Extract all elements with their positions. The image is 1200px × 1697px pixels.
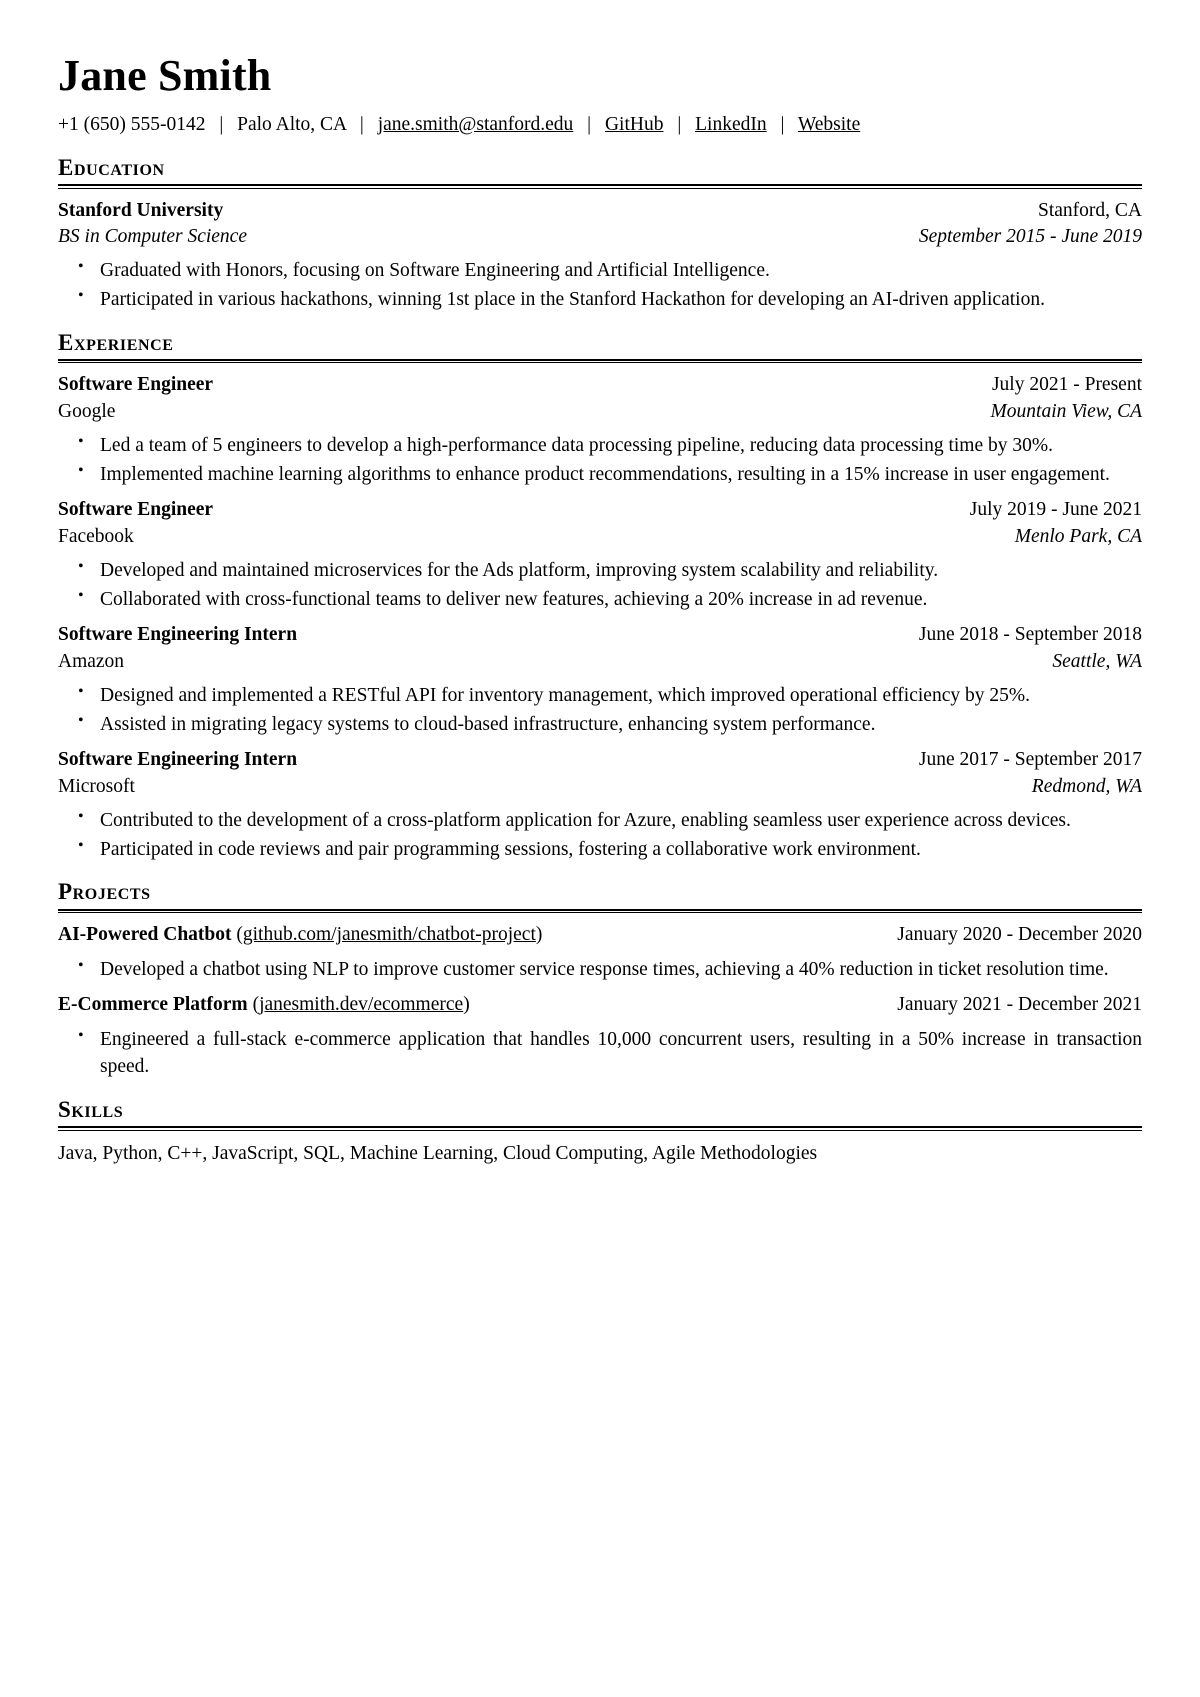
experience-entry-line-1 (58, 747, 1142, 773)
project-url-wrapper: (janesmith.dev/ecommerce) (247, 994, 470, 1016)
experience-entry-line-2 (58, 399, 1142, 425)
experience-bullets (58, 557, 1142, 613)
list-item: • Graduated with Honors, focusing on Software Engineering and Artificial Intelligence. (98, 257, 1142, 285)
contact-separator: | (359, 113, 364, 135)
project-bullets (58, 1026, 1142, 1081)
section-rule (58, 359, 1142, 363)
list-item: • Contributed to the development of a cross-platform application for Azure, enabling seamless user experience across devices. (98, 807, 1142, 835)
list-item: • Participated in code reviews and pair programming sessions, fostering a collaborative work environment. (98, 836, 1142, 864)
job-dates: July 2021 - Present (991, 374, 1142, 396)
experience-bullets (58, 807, 1142, 863)
contact-separator: | (587, 113, 592, 135)
education-bullets (58, 257, 1142, 313)
experience-entry-line-1 (58, 622, 1142, 648)
website-link[interactable]: Website (797, 113, 861, 135)
experience-entry (58, 622, 1142, 738)
section-title-experience: Experience (58, 329, 174, 355)
project-head-left (58, 992, 470, 1018)
project-name: E-Commerce Platform (58, 994, 248, 1016)
job-dates: July 2019 - June 2021 (969, 499, 1142, 521)
project-bullets (58, 956, 1142, 984)
institution-name: Stanford University (58, 199, 224, 221)
contact-line (58, 110, 1142, 139)
project-dates: January 2021 - December 2021 (897, 994, 1142, 1016)
linkedin-link[interactable]: LinkedIn (695, 113, 767, 135)
project-url-wrapper: (github.com/janesmith/chatbot-project) (231, 924, 543, 946)
experience-entry-line-1 (58, 497, 1142, 523)
job-title: Software Engineer (58, 374, 214, 396)
section-title-education: Education (58, 154, 165, 180)
list-item: • Led a team of 5 engineers to develop a high-performance data processing pipeline, reducing data processing time by 30%. (98, 432, 1142, 460)
job-title: Software Engineering Intern (58, 624, 298, 646)
project-dates: January 2020 - December 2020 (897, 924, 1142, 946)
experience-entry-line-2 (58, 649, 1142, 675)
institution-location: Stanford, CA (1038, 199, 1142, 221)
company-name: Microsoft (58, 775, 135, 797)
list-item: • Assisted in migrating legacy systems to cloud-based infrastructure, enhancing system performance. (98, 711, 1142, 739)
project-url-link[interactable]: github.com/janesmith/chatbot-project (242, 924, 536, 946)
job-dates: June 2017 - September 2017 (918, 749, 1142, 771)
education-entry (58, 198, 1142, 314)
job-dates: June 2018 - September 2018 (918, 624, 1142, 646)
list-item: • Developed a chatbot using NLP to improve customer service response times, achieving a 40% reduction in ticket resolution time. (98, 956, 1142, 984)
education-entries (58, 198, 1142, 314)
section-rule (58, 909, 1142, 913)
skills-list: Java, Python, C++, JavaScript, SQL, Machine Learning, Cloud Computing, Agile Methodologies (58, 1142, 818, 1164)
project-head-left (58, 922, 542, 948)
github-link[interactable]: GitHub (604, 113, 664, 135)
job-location: Seattle, WA (1052, 650, 1142, 672)
contact-separator: | (677, 113, 682, 135)
section-rule (58, 1126, 1142, 1130)
experience-entry (58, 497, 1142, 613)
job-location: Mountain View, CA (990, 400, 1142, 422)
project-entry (58, 992, 1142, 1081)
email-link[interactable]: jane.smith@stanford.edu (377, 113, 574, 135)
experience-entry-line-2 (58, 774, 1142, 800)
section-education (58, 155, 1142, 314)
experience-entry (58, 372, 1142, 488)
list-item: • Engineered a full-stack e-commerce application that handles 10,000 concurrent users, resulting in a 50% increase in transaction speed. (98, 1026, 1142, 1081)
section-projects (58, 879, 1142, 1081)
section-title-projects: Projects (58, 879, 151, 905)
project-url-link[interactable]: janesmith.dev/ecommerce (259, 994, 464, 1016)
job-location: Menlo Park, CA (1014, 525, 1142, 547)
project-name: AI-Powered Chatbot (58, 924, 232, 946)
company-name: Google (58, 400, 116, 422)
list-item: • Designed and implemented a RESTful API for inventory management, which improved operational efficiency by 25%. (98, 682, 1142, 710)
experience-entry-line-2 (58, 524, 1142, 550)
section-title-skills: Skills (58, 1096, 124, 1122)
company-name: Facebook (58, 525, 134, 547)
phone-number: +1 (650) 555-0142 (58, 113, 206, 135)
contact-separator: | (219, 113, 224, 135)
company-name: Amazon (58, 650, 125, 672)
section-skills (58, 1097, 1142, 1168)
education-entry-line-2 (58, 224, 1142, 250)
list-item: • Participated in various hackathons, winning 1st place in the Stanford Hackathon for developing an AI-driven application. (98, 286, 1142, 314)
section-rule (58, 184, 1142, 188)
experience-bullets (58, 682, 1142, 738)
project-head (58, 922, 1142, 948)
experience-entry (58, 747, 1142, 863)
list-item: • Developed and maintained microservices for the Ads platform, improving system scalability and reliability. (98, 557, 1142, 585)
experience-entry-line-1 (58, 372, 1142, 398)
contact-separator: | (780, 113, 785, 135)
location-text: Palo Alto, CA (237, 113, 347, 135)
job-title: Software Engineering Intern (58, 749, 298, 771)
education-dates: September 2015 - June 2019 (918, 225, 1142, 247)
project-head (58, 992, 1142, 1018)
list-item: • Collaborated with cross-functional teams to deliver new features, achieving a 20% increase in ad revenue. (98, 586, 1142, 614)
resume-header (58, 52, 1142, 139)
job-title: Software Engineer (58, 499, 214, 521)
experience-bullets (58, 432, 1142, 488)
job-location: Redmond, WA (1031, 775, 1142, 797)
section-experience (58, 330, 1142, 864)
project-entry (58, 922, 1142, 983)
list-item: • Implemented machine learning algorithms to enhance product recommendations, resulting in a 15% increase in user engagement. (98, 461, 1142, 489)
candidate-name: Jane Smith (58, 51, 272, 100)
education-entry-line-1 (58, 198, 1142, 224)
degree-name: BS in Computer Science (58, 225, 247, 247)
